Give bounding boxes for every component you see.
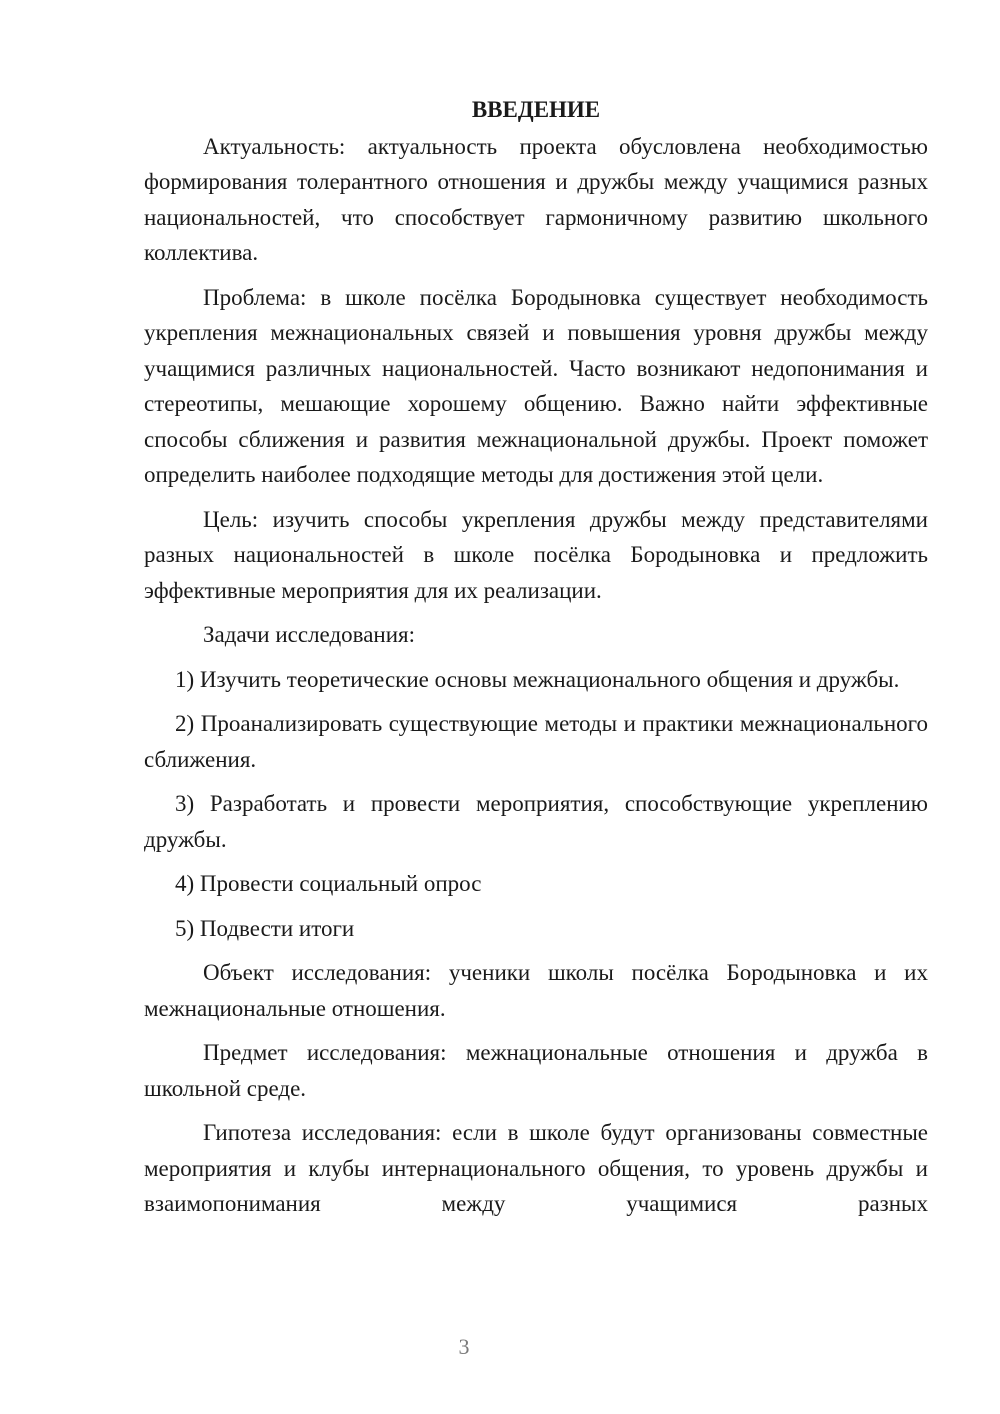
paragraph-relevance: Актуальность: актуальность проекта обусловлена необходимостью формирования толерантного отношения и дружбы между учащимися разных национальностей, что способствует гармоничному развитию школьного коллектива. [144, 133, 928, 265]
list-item: 2) Проанализировать существующие методы и практики межнационального сближения. [144, 711, 928, 772]
paragraph-subject: Предмет исследования: межнациональные отношения и дружба в школьной среде. [144, 1040, 928, 1101]
page-number: 3 [458, 1334, 470, 1359]
list-item: 3) Разработать и провести мероприятия, способствующие укреплению дружбы. [144, 791, 928, 852]
list-item: 4) Провести социальный опрос [175, 871, 482, 896]
paragraph-hypothesis: Гипотеза исследования: если в школе будут организованы совместные мероприятия и клубы интернационального общения, то уровень дружбы и взаимопонимания между учащимися разных [144, 1120, 928, 1216]
paragraph-object: Объект исследования: ученики школы посёлка Бородыновка и их межнациональные отношения. [144, 960, 928, 1021]
list-item: 5) Подвести итоги [175, 915, 355, 941]
page-content [144, 92, 928, 1231]
paragraph-tasks-heading: Задачи исследования: [203, 622, 416, 647]
page-title: ВВЕДЕНИЕ [471, 97, 601, 122]
paragraph-problem: Проблема: в школе посёлка Бородыновка существует необходимость укрепления межнациональных связей и повышения уровня дружбы между учащимися различных национальностей. Часто возникают недопонимания и стереотипы, мешающие хорошему общению. Важно найти эффективные способы сближения и развития межнациональной дружбы. Проект поможет определить наиболее подходящие методы для достижения этой цели. [144, 284, 928, 487]
paragraph-goal: Цель: изучить способы укрепления дружбы между представителями разных национальностей в школе посёлка Бородыновка и предложить эффективные мероприятия для их реализации. [144, 506, 928, 603]
list-item: 1) Изучить теоретические основы межнационального общения и дружбы. [175, 666, 900, 692]
